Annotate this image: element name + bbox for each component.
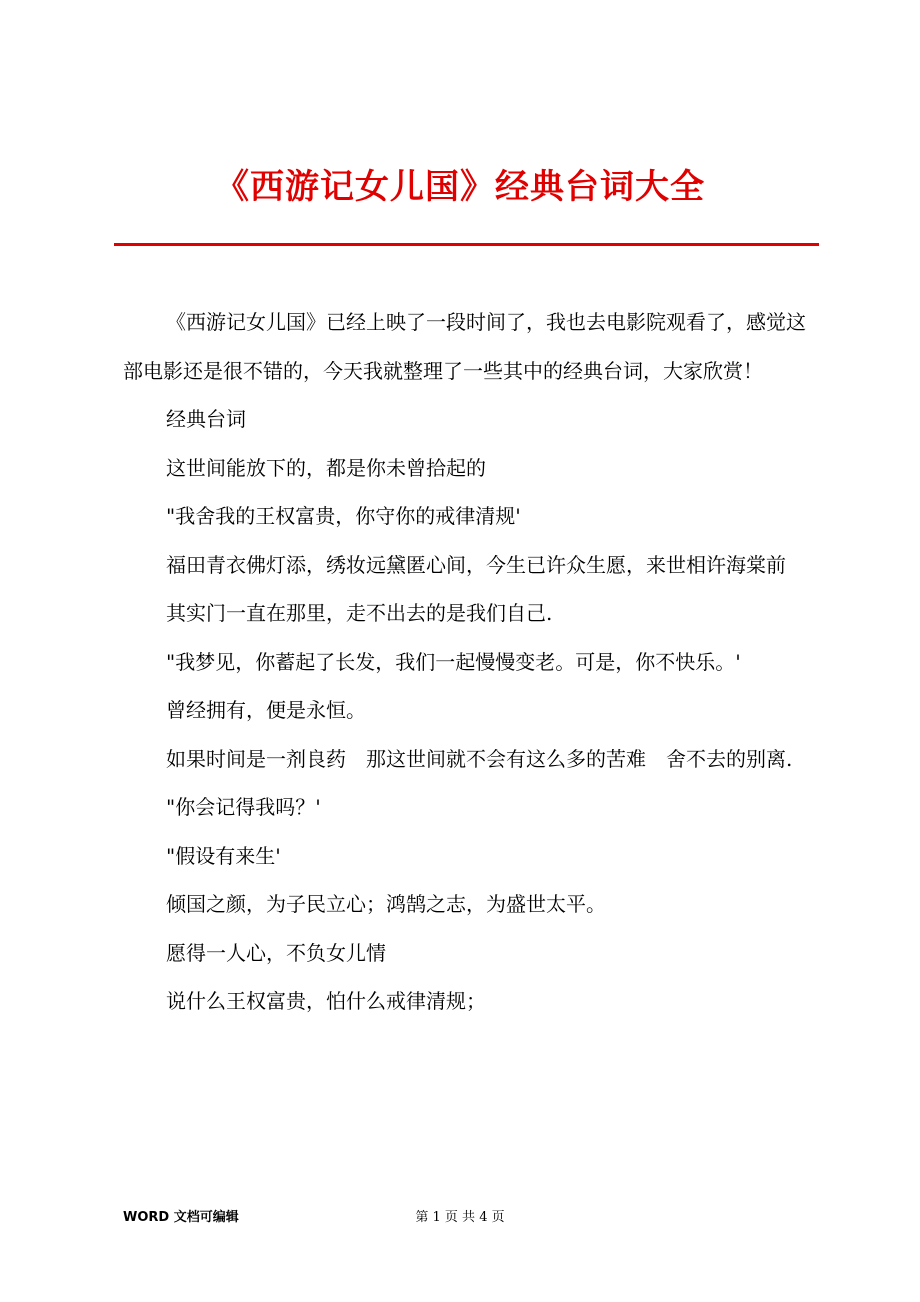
paragraph: 其实门一直在那里，走不出去的是我们自己.	[166, 601, 553, 625]
paragraph: "假设有来生'	[166, 843, 281, 868]
footer-label: WORD 文档可编辑	[123, 1210, 239, 1225]
paragraph: 福田青衣佛灯添，绣妆远黛匿心间，今生已许众生愿，来世相许海棠前	[166, 552, 786, 577]
paragraph: 如果时间是一剂良药 那这世间就不会有这么多的苦难 舍不去的别离.	[166, 746, 793, 771]
paragraph: 倾国之颜，为子民立心；鸿鹄之志，为盛世太平。	[166, 892, 606, 916]
page-number: 第 1 页 共 4 页	[415, 1210, 505, 1225]
paragraph: 这世间能放下的，都是你未曾拾起的	[166, 455, 486, 480]
paragraph: 曾经拥有，便是永恒。	[166, 698, 366, 722]
paragraph: "你会记得我吗？'	[166, 795, 321, 819]
paragraph: 经典台词	[166, 407, 246, 431]
document-title: 《西游记女儿国》经典台词大全	[215, 167, 705, 207]
paragraph: "我舍我的王权富贵，你守你的戒律清规'	[166, 504, 521, 528]
paragraph: 说什么王权富贵，怕什么戒律清规；	[166, 989, 486, 1013]
paragraph: 愿得一人心，不负女儿情	[166, 940, 386, 965]
paragraph: 《西游记女儿国》已经上映了一段时间了，我也去电影院观看了，感觉这部电影还是很不错的，今天我就整理了一些其中的经典台词，大家欣赏！	[123, 310, 806, 383]
title-divider	[114, 243, 819, 246]
document-body	[123, 298, 813, 1026]
paragraph: "我梦见，你蓄起了长发，我们一起慢慢变老。可是，你不快乐。'	[166, 649, 741, 674]
